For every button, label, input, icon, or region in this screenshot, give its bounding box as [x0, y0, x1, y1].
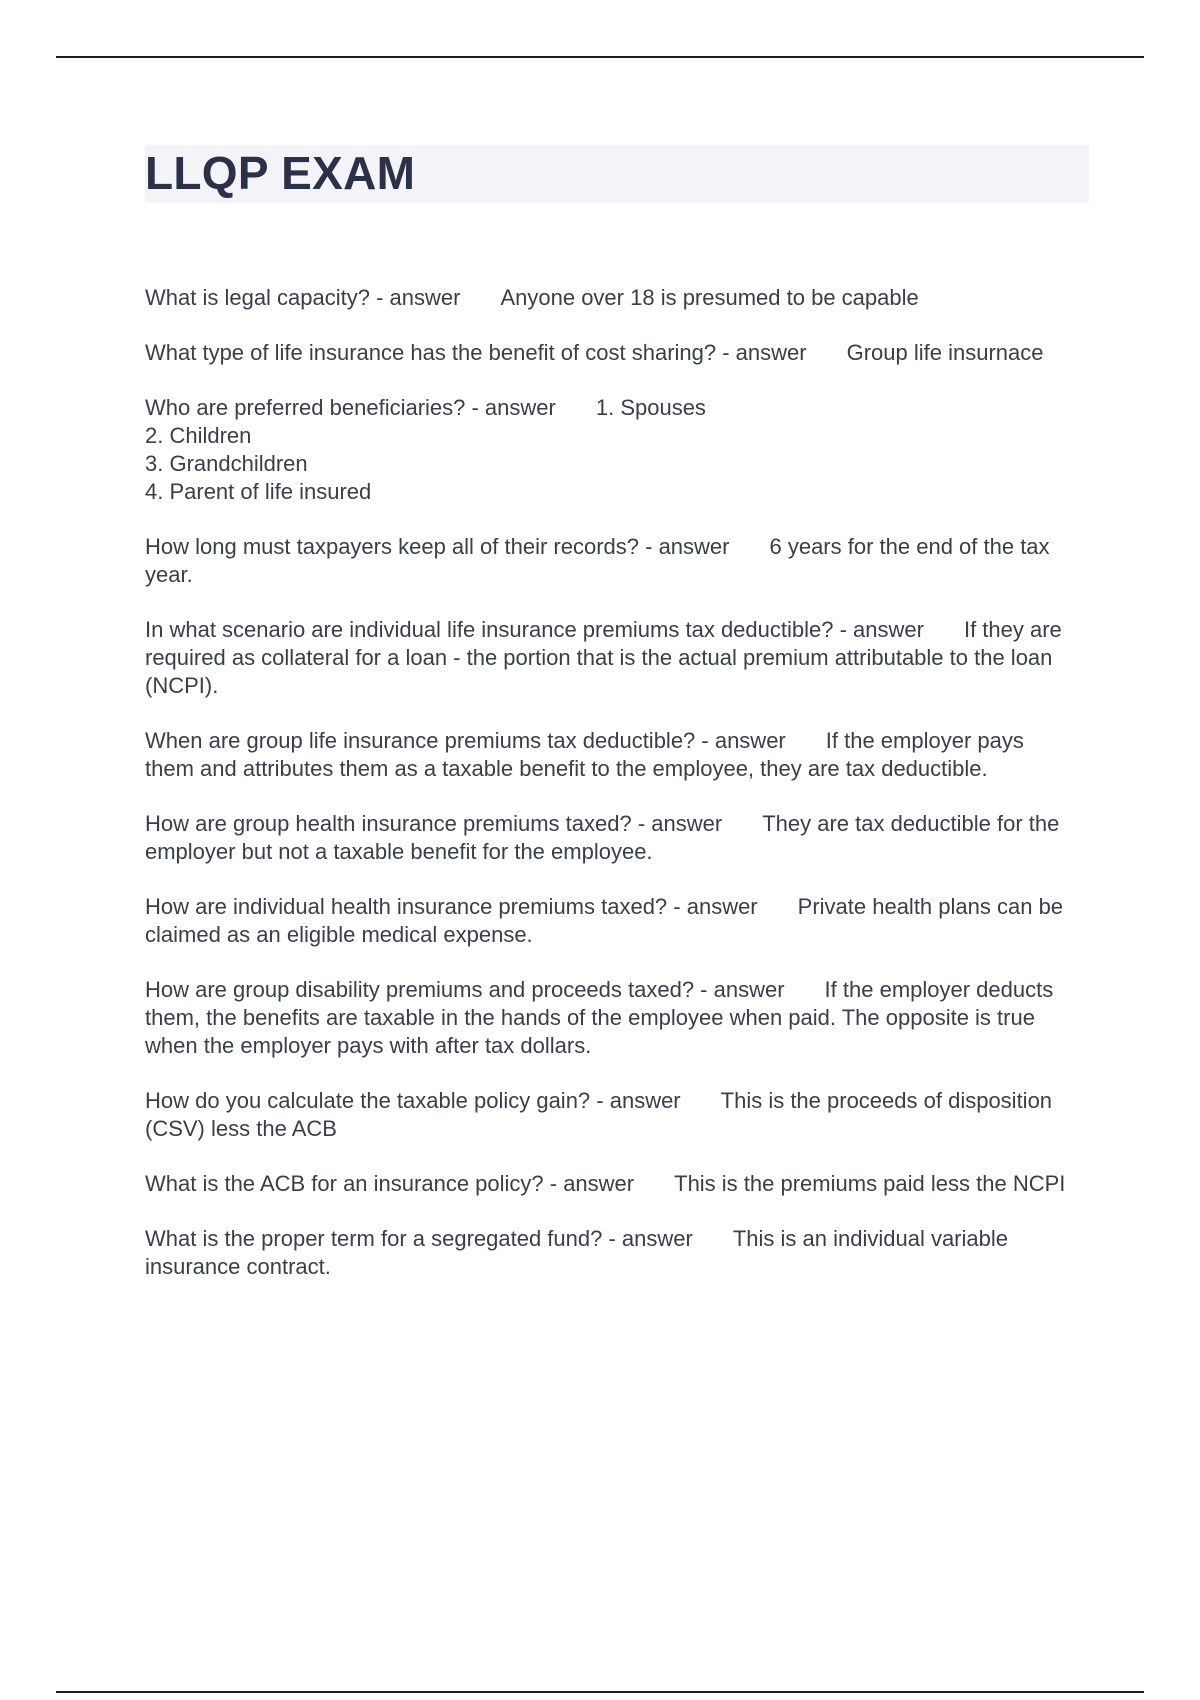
qa-item — [145, 976, 1075, 1060]
page-title: LLQP EXAM — [145, 147, 416, 199]
qa-item — [145, 1170, 1075, 1198]
qa-item — [145, 616, 1075, 700]
answer: This is an individual variable insurance contract. — [145, 1226, 1008, 1279]
answer: If the employer pays them and attributes them as a taxable benefit to the employee, they are tax deductible. — [145, 728, 1024, 781]
question: Who are preferred beneficiaries? - answer — [145, 395, 556, 420]
qa-item — [145, 1225, 1075, 1281]
answer: If they are required as collateral for a loan - the portion that is the actual premium attributable to the loan (NCPI). — [145, 617, 1062, 698]
question: How are group health insurance premiums taxed? - answer — [145, 811, 723, 836]
qa-item — [145, 339, 1075, 367]
question: In what scenario are individual life insurance premiums tax deductible? - answer — [145, 617, 924, 642]
question: How are individual health insurance premiums taxed? - answer — [145, 894, 758, 919]
answer: This is the premiums paid less the NCPI — [674, 1171, 1066, 1196]
answer: They are tax deductible for the employer but not a taxable benefit for the employee. — [145, 811, 1060, 864]
qa-item — [145, 394, 1075, 506]
qa-item — [145, 810, 1075, 866]
question: How are group disability premiums and proceeds taxed? - answer — [145, 977, 785, 1002]
question: What is the ACB for an insurance policy? - answer — [145, 1171, 635, 1196]
question: How long must taxpayers keep all of their records? - answer — [145, 534, 730, 559]
qa-item — [145, 727, 1075, 783]
qa-item — [145, 1087, 1075, 1143]
answer: If the employer deducts them, the benefits are taxable in the hands of the employee when paid. The opposite is true when the employer pays with after tax dollars. — [145, 977, 1054, 1058]
qa-item — [145, 533, 1075, 589]
answer: 1. Spouses 2. Children 3. Grandchildren 4. Parent of life insured — [145, 395, 706, 504]
answer: Private health plans can be claimed as an eligible medical expense. — [145, 894, 1064, 947]
question: How do you calculate the taxable policy gain? - answer — [145, 1088, 681, 1113]
answer: 6 years for the end of the tax year. — [145, 534, 1050, 587]
question: What type of life insurance has the benefit of cost sharing? - answer — [145, 340, 807, 365]
qa-list — [145, 284, 1075, 1308]
answer: This is the proceeds of disposition (CSV) less the ACB — [145, 1088, 1053, 1141]
question: When are group life insurance premiums tax deductible? - answer — [145, 728, 786, 753]
question: What is the proper term for a segregated fund? - answer — [145, 1226, 693, 1251]
footer-rule — [56, 1691, 1144, 1693]
qa-item — [145, 284, 1075, 312]
answer: Group life insurnace — [846, 340, 1044, 365]
answer: Anyone over 18 is presumed to be capable — [500, 285, 919, 310]
header-rule — [56, 56, 1144, 58]
question: What is legal capacity? - answer — [145, 285, 461, 310]
qa-item — [145, 893, 1075, 949]
